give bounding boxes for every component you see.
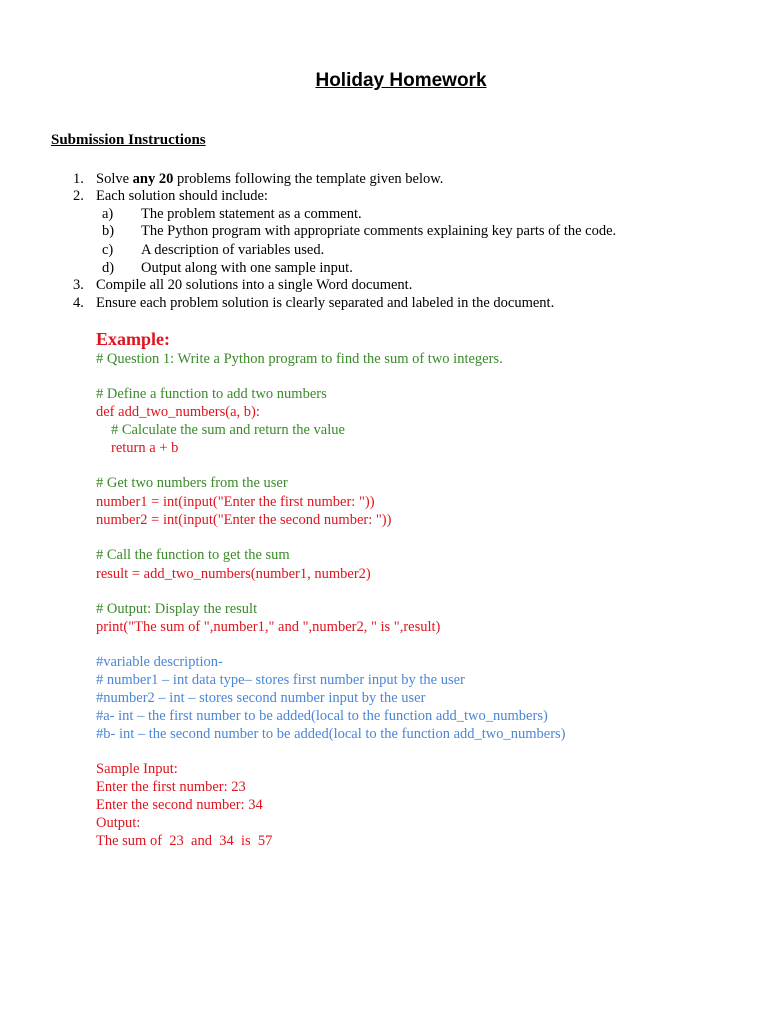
code-comment: # Get two numbers from the user [96,475,288,491]
list-number: 2. [73,188,84,204]
code-comment: # Define a function to add two numbers [96,386,327,402]
sublist-item: The problem statement as a comment. [141,206,362,222]
list-number: 3. [73,277,84,293]
variable-description: #a- int – the first number to be added(local to the function add_two_numbers) [96,708,548,724]
sample-io: Output: [96,815,141,831]
sublist-label: a) [102,206,114,222]
section-heading: Submission Instructions [51,132,206,148]
variable-description: #b- int – the second number to be added(local to the function add_two_numbers) [96,726,566,742]
list-item-text: Solve [96,171,133,187]
variable-description: #variable description- [96,654,223,670]
code-line: return a + b [111,440,179,456]
sublist-item: Output along with one sample input. [141,260,353,276]
code-line: number2 = int(input("Enter the second number: ")) [96,512,392,528]
sublist-label: d) [102,260,115,276]
sublist-label: c) [102,242,114,258]
list-item: Ensure each problem solution is clearly separated and labeled in the document. [96,295,555,311]
sample-io: Sample Input: [96,761,178,777]
code-line: print("The sum of ",number1," and ",number2, " is ",result) [96,619,441,635]
code-line: number1 = int(input("Enter the first number: ")) [96,494,375,510]
list-number: 1. [73,171,84,187]
code-comment: # Output: Display the result [96,601,258,617]
sublist-item: A description of variables used. [141,242,325,258]
code-line: def add_two_numbers(a, b): [96,404,260,420]
variable-description: # number1 – int data type– stores first number input by the user [96,672,465,688]
list-number: 4. [73,295,84,311]
sample-io: Enter the second number: 34 [96,797,263,813]
list-item [96,170,443,188]
code-line: result = add_two_numbers(number1, number2) [96,566,371,582]
list-item-emphasis: any 20 [132,171,174,187]
sublist-label: b) [102,223,115,239]
sublist-item: The Python program with appropriate comments explaining key parts of the code. [141,223,617,239]
sample-io: The sum of 23 and 34 is 57 [96,833,273,849]
code-comment: # Call the function to get the sum [96,547,290,563]
variable-description: #number2 – int – stores second number input by the user [96,690,426,706]
code-comment: # Calculate the sum and return the value [111,422,345,438]
sample-io: Enter the first number: 23 [96,779,246,795]
list-item: Compile all 20 solutions into a single Word document. [96,277,413,293]
code-comment: # Question 1: Write a Python program to find the sum of two integers. [96,351,503,367]
list-item-text: problems following the template given below. [173,171,444,187]
document-title: Holiday Homework [315,70,487,91]
list-item: Each solution should include: [96,188,268,204]
example-heading: Example: [96,329,170,349]
